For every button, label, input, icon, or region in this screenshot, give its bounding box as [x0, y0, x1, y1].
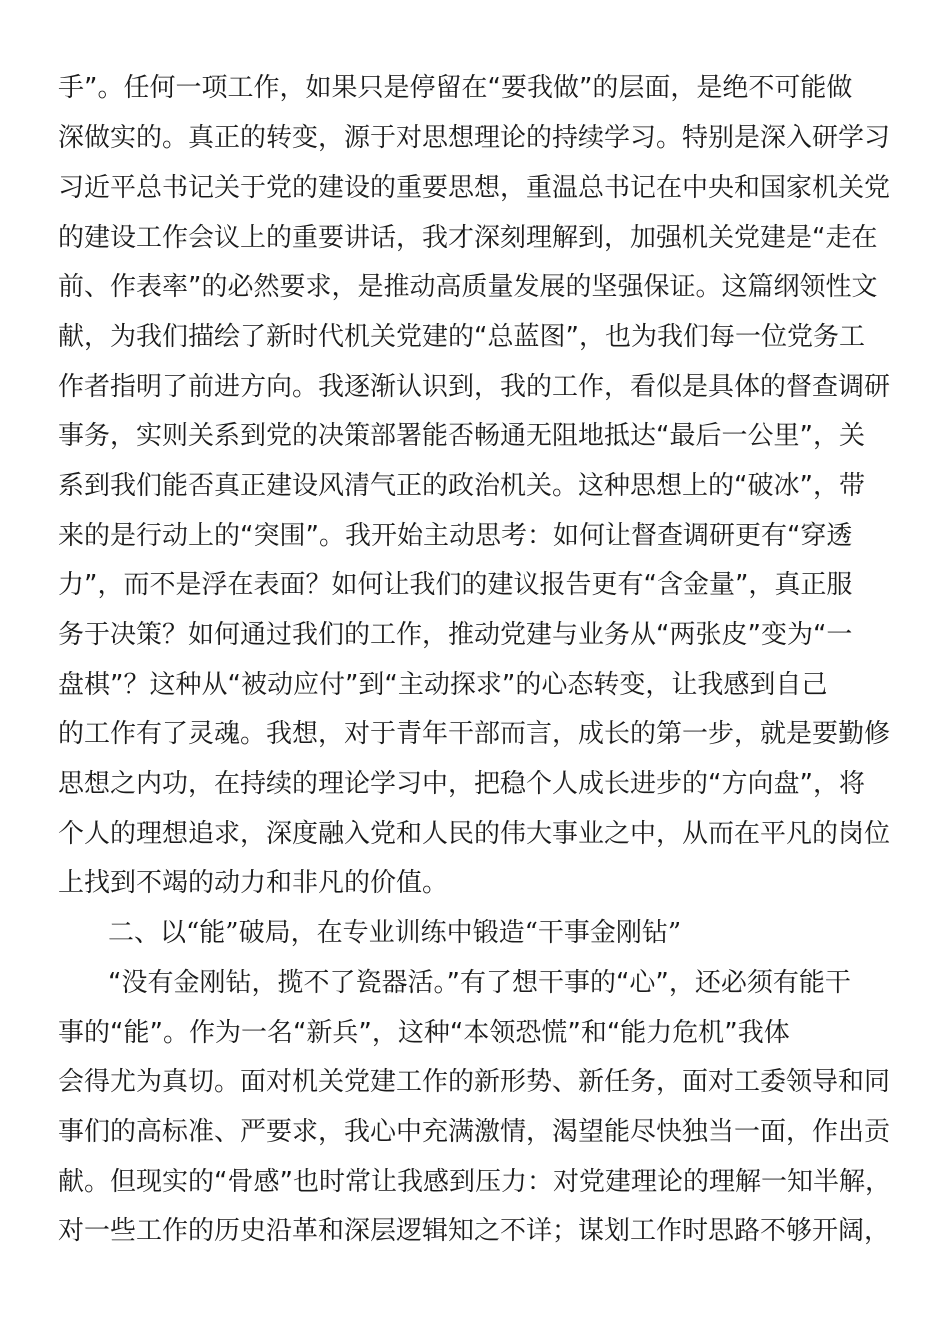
text-line-7: 作者指明了前进方向。我逐渐认识到，我的工作，看似是具体的督查调研 — [58, 372, 891, 402]
text-line-16: 个人的理想追求，深度融入党和人民的伟大事业之中，从而在平凡的岗位 — [58, 819, 891, 849]
text-line-5: 前、作表率”的必然要求，是推动高质量发展的坚强保证。这篇纲领性文 — [58, 272, 878, 302]
text-line-6: 献，为我们描绘了新时代机关党建的“总蓝图”，也为我们每一位党务工 — [58, 322, 865, 352]
text-line-8: 事务，实则关系到党的决策部署能否畅通无阻地抵达“最后一公里”，关 — [58, 421, 865, 451]
text-line-1: 手”。任何一项工作，如果只是停留在“要我做”的层面，是绝不可能做 — [58, 73, 853, 103]
text-line-10: 来的是行动上的“突围”。我开始主动思考：如何让督查调研更有“穿透 — [58, 521, 853, 551]
text-line-11: 力”，而不是浮在表面？如何让我们的建议报告更有“含金量”，真正服 — [58, 570, 853, 600]
text-line-13: 盘棋”？这种从“被动应付”到“主动探求”的心态转变，让我感到自己 — [58, 670, 828, 700]
section-text-line-5: 献。但现实的“骨感”也时常让我感到压力：对党建理论的理解一知半解， — [58, 1167, 891, 1197]
section-text-line-1: “没有金刚钻，揽不了瓷器活。”有了想干事的“心”，还必须有能干 — [108, 968, 851, 998]
section-heading: 二、以“能”破局，在专业训练中锻造“干事金刚钻” — [108, 918, 682, 948]
section-text-line-6: 对一些工作的历史沿革和深层逻辑知之不详；谋划工作时思路不够开阔， — [58, 1216, 891, 1246]
text-line-4: 的建设工作会议上的重要讲话，我才深刻理解到，加强机关党建是“走在 — [58, 223, 878, 253]
section-text-line-4: 事们的高标准、严要求，我心中充满激情，渴望能尽快独当一面，作出贡 — [58, 1117, 891, 1147]
text-line-12: 务于决策？如何通过我们的工作，推动党建与业务从“两张皮”变为“一 — [58, 620, 853, 650]
text-line-14: 的工作有了灵魂。我想，对于青年干部而言，成长的第一步，就是要勤修 — [58, 719, 891, 749]
section-text-line-2: 事的“能”。作为一名“新兵”，这种“本领恐慌”和“能力危机”我体 — [58, 1018, 790, 1048]
text-line-15: 思想之内功，在持续的理论学习中，把稳个人成长进步的“方向盘”，将 — [58, 769, 865, 799]
text-line-9: 系到我们能否真正建设风清气正的政治机关。这种思想上的“破冰”，带 — [58, 471, 865, 501]
text-line-2: 深做实的。真正的转变，源于对思想理论的持续学习。特别是深入研学习 — [58, 123, 891, 153]
text-line-3: 习近平总书记关于党的建设的重要思想，重温总书记在中央和国家机关党 — [58, 173, 891, 203]
text-line-17: 上找到不竭的动力和非凡的价值。 — [58, 868, 449, 898]
section-text-line-3: 会得尤为真切。面对机关党建工作的新形势、新任务，面对工委领导和同 — [58, 1067, 891, 1097]
